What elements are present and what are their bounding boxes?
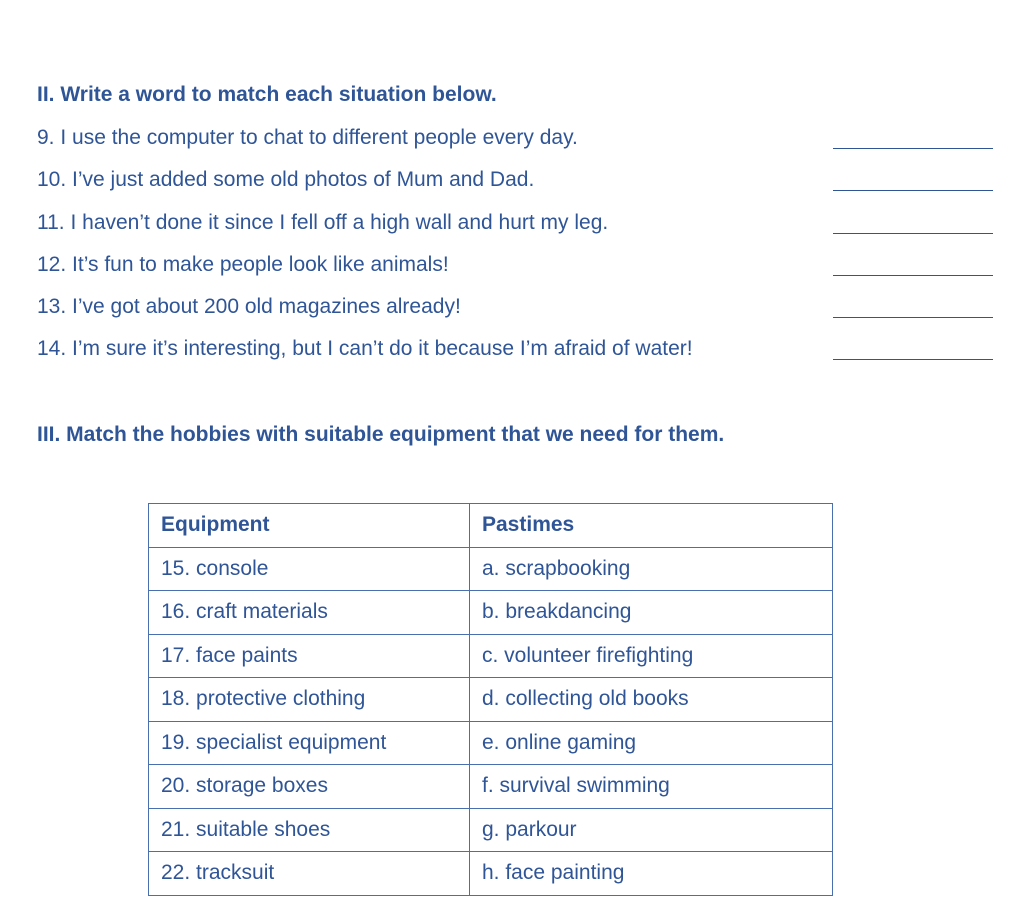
table-row: [149, 634, 833, 678]
table-header-row: [149, 504, 833, 548]
pastime-cell: e. online gaming: [470, 721, 833, 765]
pastime-cell: a. scrapbooking: [470, 547, 833, 591]
question-9-text: 9. I use the computer to chat to different people every day.: [37, 126, 578, 149]
pastime-cell: b. breakdancing: [470, 591, 833, 635]
table-row: [149, 852, 833, 896]
question-10-answer-blank[interactable]: [833, 190, 993, 191]
question-14-answer-blank[interactable]: [833, 359, 993, 360]
table-row: [149, 765, 833, 809]
equipment-column-header: Equipment: [149, 504, 470, 548]
pastime-cell: f. survival swimming: [470, 765, 833, 809]
table-row: [149, 591, 833, 635]
question-10: [37, 165, 995, 195]
pastime-cell: c. volunteer firefighting: [470, 634, 833, 678]
table-row: [149, 678, 833, 722]
question-14-text: 14. I’m sure it’s interesting, but I can’t do it because I’m afraid of water!: [37, 337, 693, 360]
question-9: [37, 123, 995, 153]
question-11-text: 11. I haven’t done it since I fell off a high wall and hurt my leg.: [37, 211, 609, 234]
question-13-answer-blank[interactable]: [833, 317, 993, 318]
question-14: [37, 334, 995, 364]
equipment-cell: 16. craft materials: [149, 591, 470, 635]
question-13-text: 13. I’ve got about 200 old magazines already!: [37, 295, 461, 318]
question-12: [37, 250, 995, 280]
table-row: [149, 547, 833, 591]
equipment-cell: 15. console: [149, 547, 470, 591]
pastimes-column-header: Pastimes: [470, 504, 833, 548]
question-10-text: 10. I’ve just added some old photos of Mum and Dad.: [37, 168, 535, 191]
question-9-answer-blank[interactable]: [833, 148, 993, 149]
section-3-heading: III. Match the hobbies with suitable equipment that we need for them.: [37, 423, 725, 446]
equipment-cell: 19. specialist equipment: [149, 721, 470, 765]
question-11-answer-blank[interactable]: [833, 233, 993, 234]
equipment-cell: 18. protective clothing: [149, 678, 470, 722]
question-13: [37, 292, 995, 322]
equipment-cell: 21. suitable shoes: [149, 808, 470, 852]
section-2-heading: II. Write a word to match each situation below.: [37, 83, 497, 106]
question-12-answer-blank[interactable]: [833, 275, 993, 276]
question-12-text: 12. It’s fun to make people look like animals!: [37, 253, 449, 276]
pastime-cell: g. parkour: [470, 808, 833, 852]
matching-table: [148, 503, 833, 896]
table-row: [149, 808, 833, 852]
pastime-cell: d. collecting old books: [470, 678, 833, 722]
equipment-cell: 17. face paints: [149, 634, 470, 678]
pastime-cell: h. face painting: [470, 852, 833, 896]
equipment-cell: 22. tracksuit: [149, 852, 470, 896]
equipment-cell: 20. storage boxes: [149, 765, 470, 809]
question-11: [37, 208, 995, 238]
table-row: [149, 721, 833, 765]
